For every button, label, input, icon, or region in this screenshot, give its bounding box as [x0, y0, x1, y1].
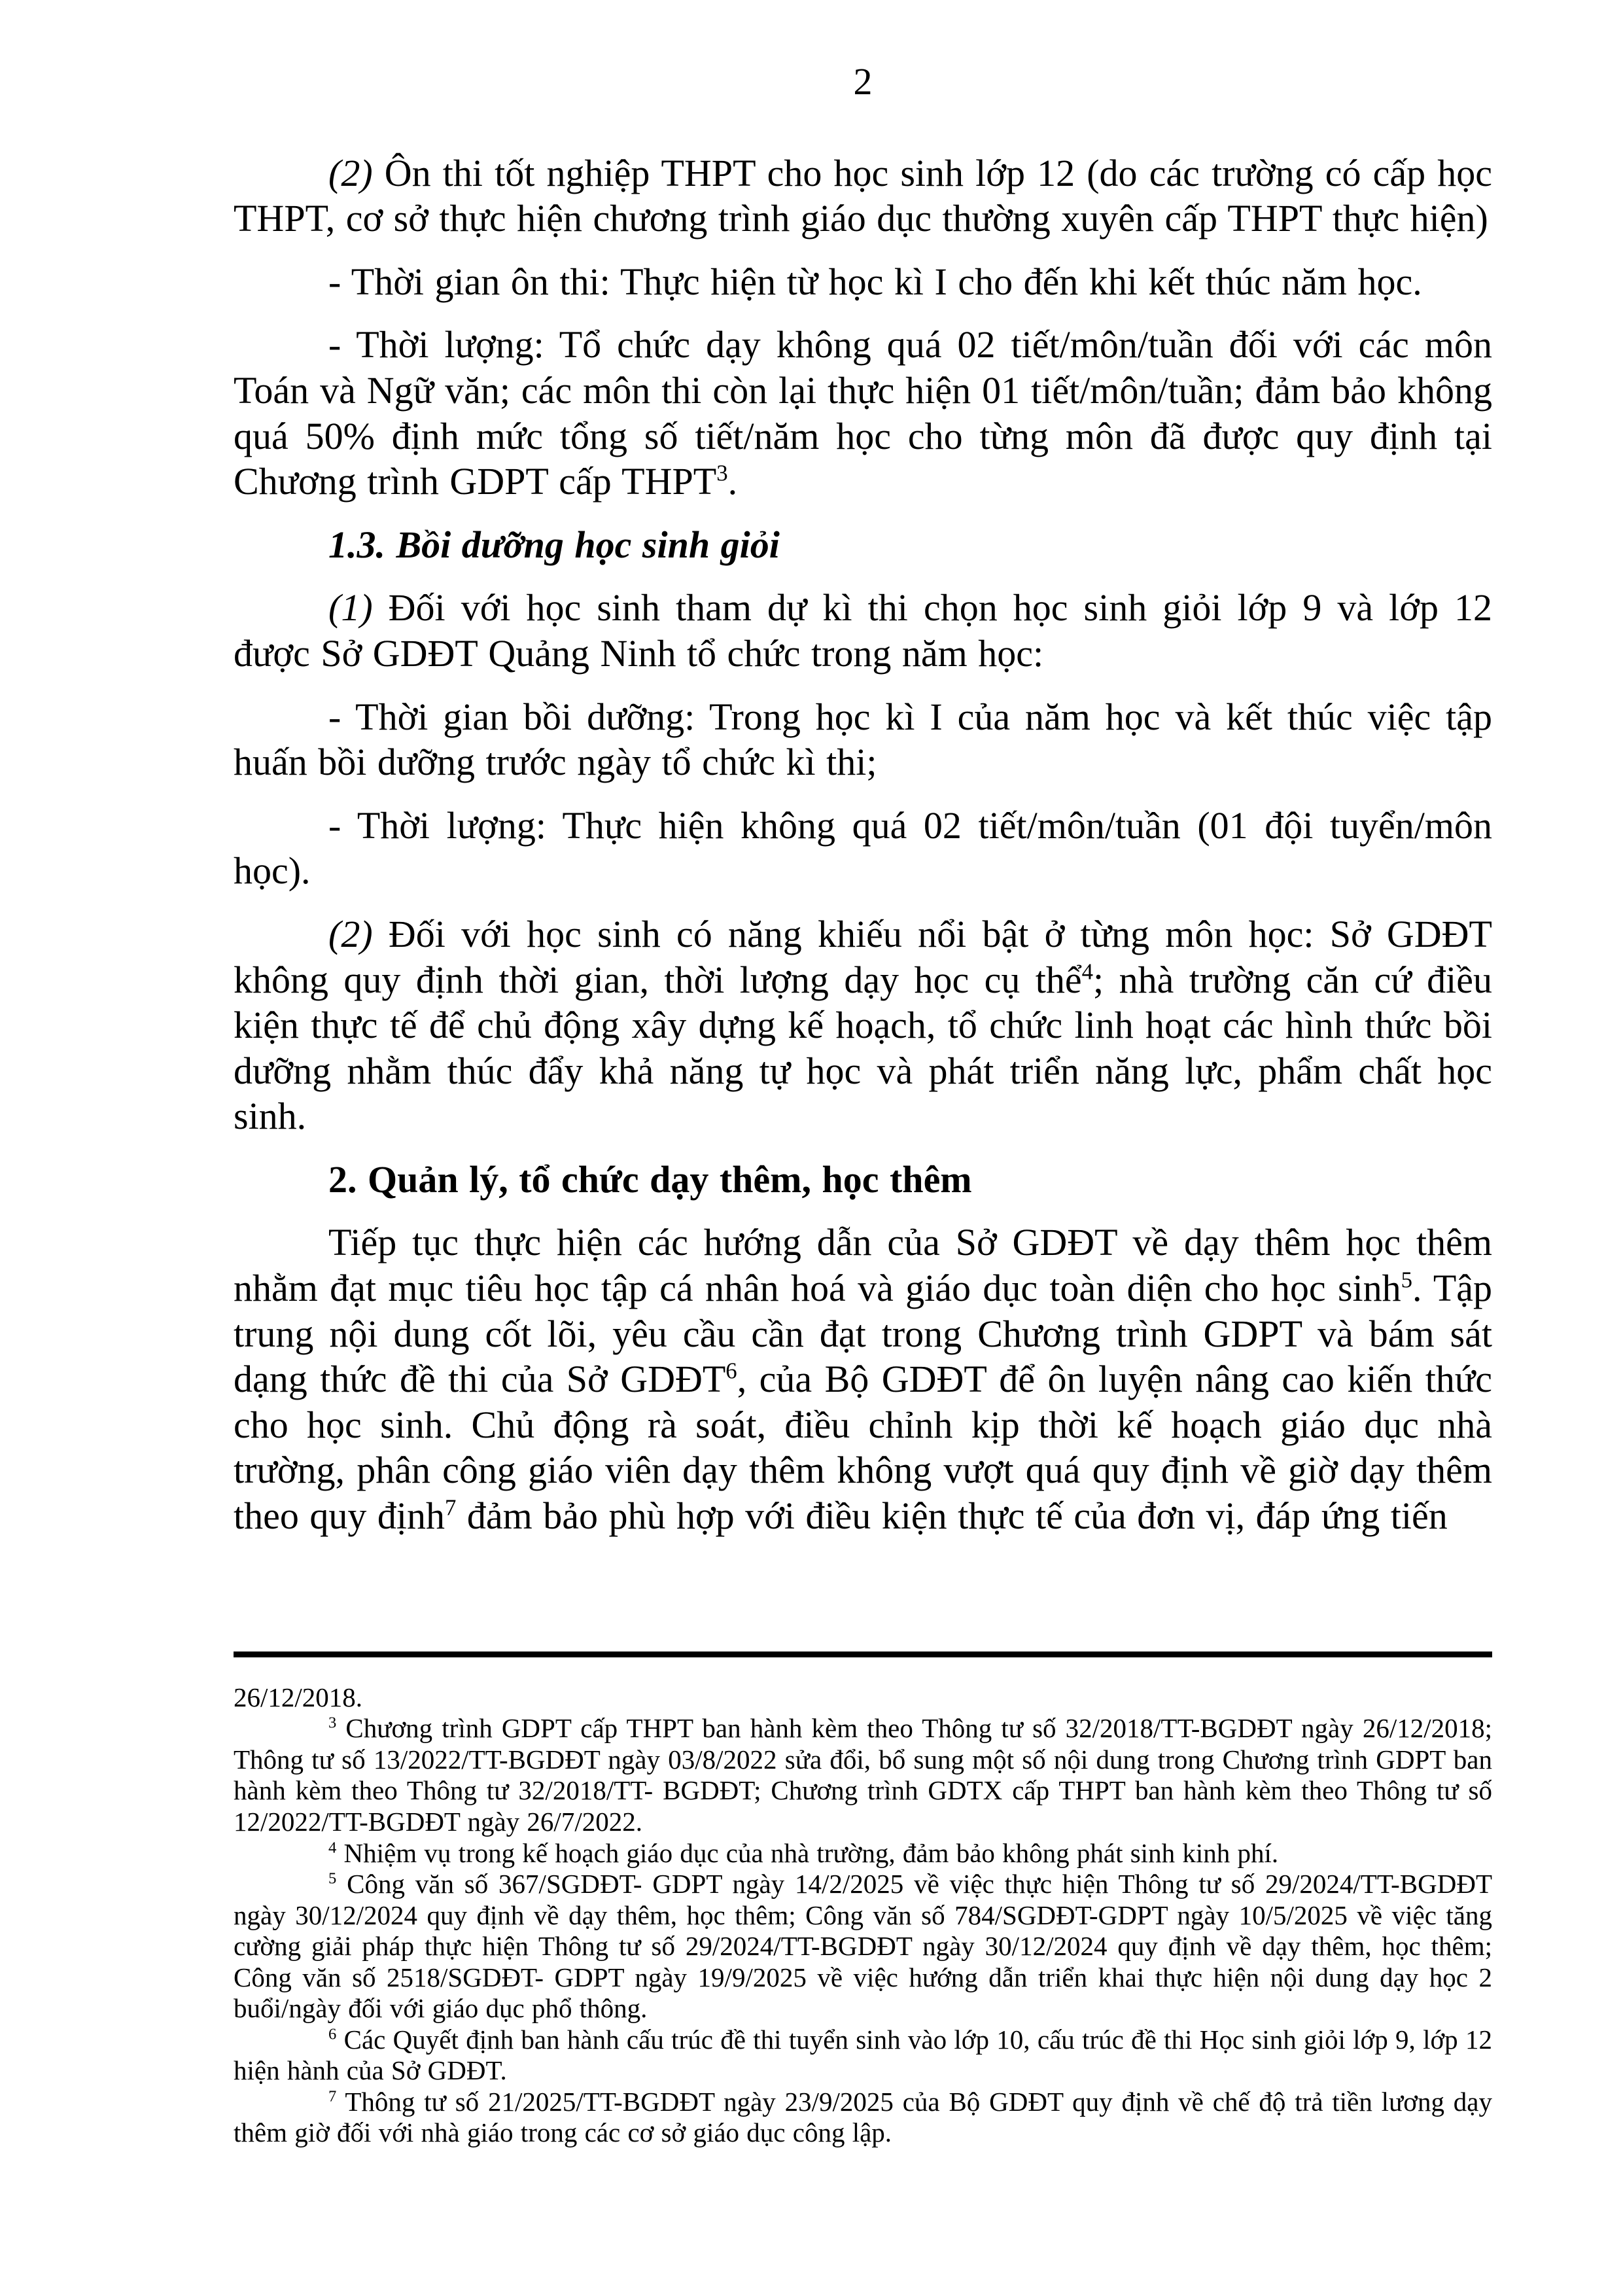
footnote-ref-superscript: 7: [444, 1494, 457, 1521]
text-run: 1.3. Bồi dưỡng học sinh giỏi: [328, 523, 780, 566]
para-thoi-gian-on-thi: [234, 259, 1492, 305]
footnote-ref-superscript: 7: [328, 2087, 337, 2106]
footnote-4: [234, 1838, 1492, 1869]
text-run: Chương trình GDPT cấp THPT ban hành kèm theo Thông tư số 32/2018/TT-BGDĐT ngày 26/12/2018; Thông tư số 13/2022/TT-BGDĐT ngày 03/8/2022 sửa đổi, bổ sung một số nội dung trong Chương trình GDPT ban hành kèm theo Thông tư 32/2018/TT- BGDĐT; Chương trình GDTX cấp THPT ban hành kèm theo Thông tư số 12/2022/TT-BGDĐT ngày 26/7/2022.: [234, 1713, 1492, 1837]
para-doi-voi-hoc-sinh-nang-khieu: [234, 911, 1492, 1139]
text-run: - Thời lượng: Thực hiện không quá 02 tiết/môn/tuần (01 đội tuyển/môn học).: [234, 804, 1492, 892]
para-thoi-luong-boi-duong: [234, 803, 1492, 894]
text-run: - Thời lượng: Tổ chức dạy không quá 02 tiết/môn/tuần đối với các môn Toán và Ngữ văn; các môn thi còn lại thực hiện 01 tiết/môn/tuần; đảm bảo không quá 50% định mức tổng số tiết/năm học cho từng môn đã được quy định tại Chương trình GDPT cấp THPT: [234, 323, 1492, 503]
footnote-ref-superscript: 4: [1081, 959, 1094, 985]
text-run: Đối với học sinh tham dự kì thi chọn học sinh giỏi lớp 9 và lớp 12 được Sở GDĐT Quảng Ninh tổ chức trong năm học:: [234, 586, 1492, 675]
footnote-carryover: [234, 1682, 1492, 1714]
text-run: ; nhà trường căn cứ điều kiện thực tế để chủ động xây dựng kế hoạch, tổ chức linh hoạt các hình thức bồi dưỡng nhằm thúc đẩy khả năng tự học và phát triển năng lực, phẩm chất học sinh.: [234, 958, 1492, 1138]
footnote-ref-superscript: 3: [716, 460, 728, 486]
para-thoi-luong-on-thi: [234, 322, 1492, 504]
text-run: Thông tư số 21/2025/TT-BGDĐT ngày 23/9/2025 của Bộ GDĐT quy định về chế độ trả tiền lương dạy thêm giờ đối với nhà giáo trong các cơ sở giáo dục công lập.: [234, 2086, 1492, 2148]
text-run: . Tập trung nội dung cốt lõi, yêu cầu cần đạt trong Chương trình GDPT và bám sát dạng thức đề thi của Sở GDĐT: [234, 1267, 1493, 1401]
text-run: 26/12/2018.: [234, 1682, 363, 1712]
footnote-5: [234, 1869, 1492, 2024]
text-run: - Thời gian ôn thi: Thực hiện từ học kì I cho đến khi kết thúc năm học.: [328, 260, 1422, 303]
para-tiep-tuc-thuc-hien: [234, 1220, 1492, 1538]
footnote-separator: [234, 1651, 1492, 1657]
footnote-ref-superscript: 5: [328, 1869, 337, 1888]
page-number: 2: [853, 60, 873, 103]
text-run: Ôn thi tốt nghiệp THPT cho học sinh lớp 12 (do các trường có cấp học THPT, cơ sở thực hiện chương trình giáo dục thường xuyên cấp THPT thực hiện): [234, 151, 1492, 240]
text-run: Nhiệm vụ trong kế hoạch giáo dục của nhà trường, đảm bảo không phát sinh kinh phí.: [336, 1837, 1279, 1868]
text-run: Đối với học sinh có năng khiếu nổi bật ở từng môn học: Sở GDĐT không quy định thời gian, thời lượng dạy học cụ thể: [234, 912, 1492, 1001]
text-run: Các Quyết định ban hành cấu trúc đề thi tuyển sinh vào lớp 10, cấu trúc đề thi Học sinh giỏi lớp 9, lớp 12 hiện hành của Sở GDĐT.: [234, 2024, 1492, 2086]
text-run: (1): [328, 586, 389, 629]
heading-1-3-boi-duong-hoc-sinh-gioi: [234, 522, 1492, 568]
body-text: [234, 150, 1492, 1557]
text-run: , của Bộ GDĐT để ôn luyện nâng cao kiến thức cho học sinh. Chủ động rà soát, điều chỉnh kịp thời kế hoạch giáo dục nhà trường, phân công giáo viên dạy thêm không vượt quá quy định về giờ dạy thêm theo quy định: [234, 1358, 1492, 1538]
footnotes: [234, 1682, 1492, 2149]
para-doi-voi-hoc-sinh-thi-hsg: [234, 585, 1492, 676]
text-run: - Thời gian bồi dưỡng: Trong học kì I của năm học và kết thúc việc tập huấn bồi dưỡng trước ngày tổ chức kì thi;: [234, 695, 1492, 784]
text-run: (2): [328, 912, 389, 955]
footnote-ref-superscript: 5: [1401, 1267, 1413, 1293]
text-run: đảm bảo phù hợp với điều kiện thực tế của đơn vị, đáp ứng tiến: [456, 1494, 1448, 1538]
text-run: Tiếp tục thực hiện các hướng dẫn của Sở GDĐT về dạy thêm học thêm nhằm đạt mục tiêu học tập cá nhân hoá và giáo dục toàn diện cho học sinh: [234, 1221, 1492, 1310]
footnote-block: [234, 1651, 1492, 2149]
footnote-ref-superscript: 3: [328, 1714, 337, 1732]
text-run: Công văn số 367/SGDĐT- GDPT ngày 14/2/2025 về việc thực hiện Thông tư số 29/2024/TT-BGDĐT ngày 30/12/2024 quy định về dạy thêm, học thêm; Công văn số 784/SGDĐT-GDPT ngày 10/5/2025 về việc tăng cường giải pháp thực hiện Thông tư số 29/2024/TT-BGDĐT ngày 30/12/2024 quy định về dạy thêm, học thêm; Công văn số 2518/SGDĐT- GDPT ngày 19/9/2025 về việc hướng dẫn triển khai thực hiện nội dung dạy học 2 buổi/ngày đối với giáo dục phổ thông.: [234, 1869, 1492, 2024]
text-run: (2): [328, 151, 385, 194]
text-run: .: [727, 460, 738, 503]
para-thoi-gian-boi-duong: [234, 694, 1492, 785]
footnote-ref-superscript: 4: [328, 1838, 337, 1856]
footnote-6: [234, 2024, 1492, 2087]
footnote-ref-superscript: 6: [328, 2025, 337, 2043]
footnote-ref-superscript: 6: [725, 1358, 737, 1384]
text-run: 2. Quản lý, tổ chức dạy thêm, học thêm: [328, 1157, 972, 1201]
para-on-thi-tot-nghiep: [234, 150, 1492, 241]
footnote-7: [234, 2087, 1492, 2149]
heading-2-quan-ly-day-them: [234, 1157, 1492, 1203]
footnote-3: [234, 1713, 1492, 1837]
